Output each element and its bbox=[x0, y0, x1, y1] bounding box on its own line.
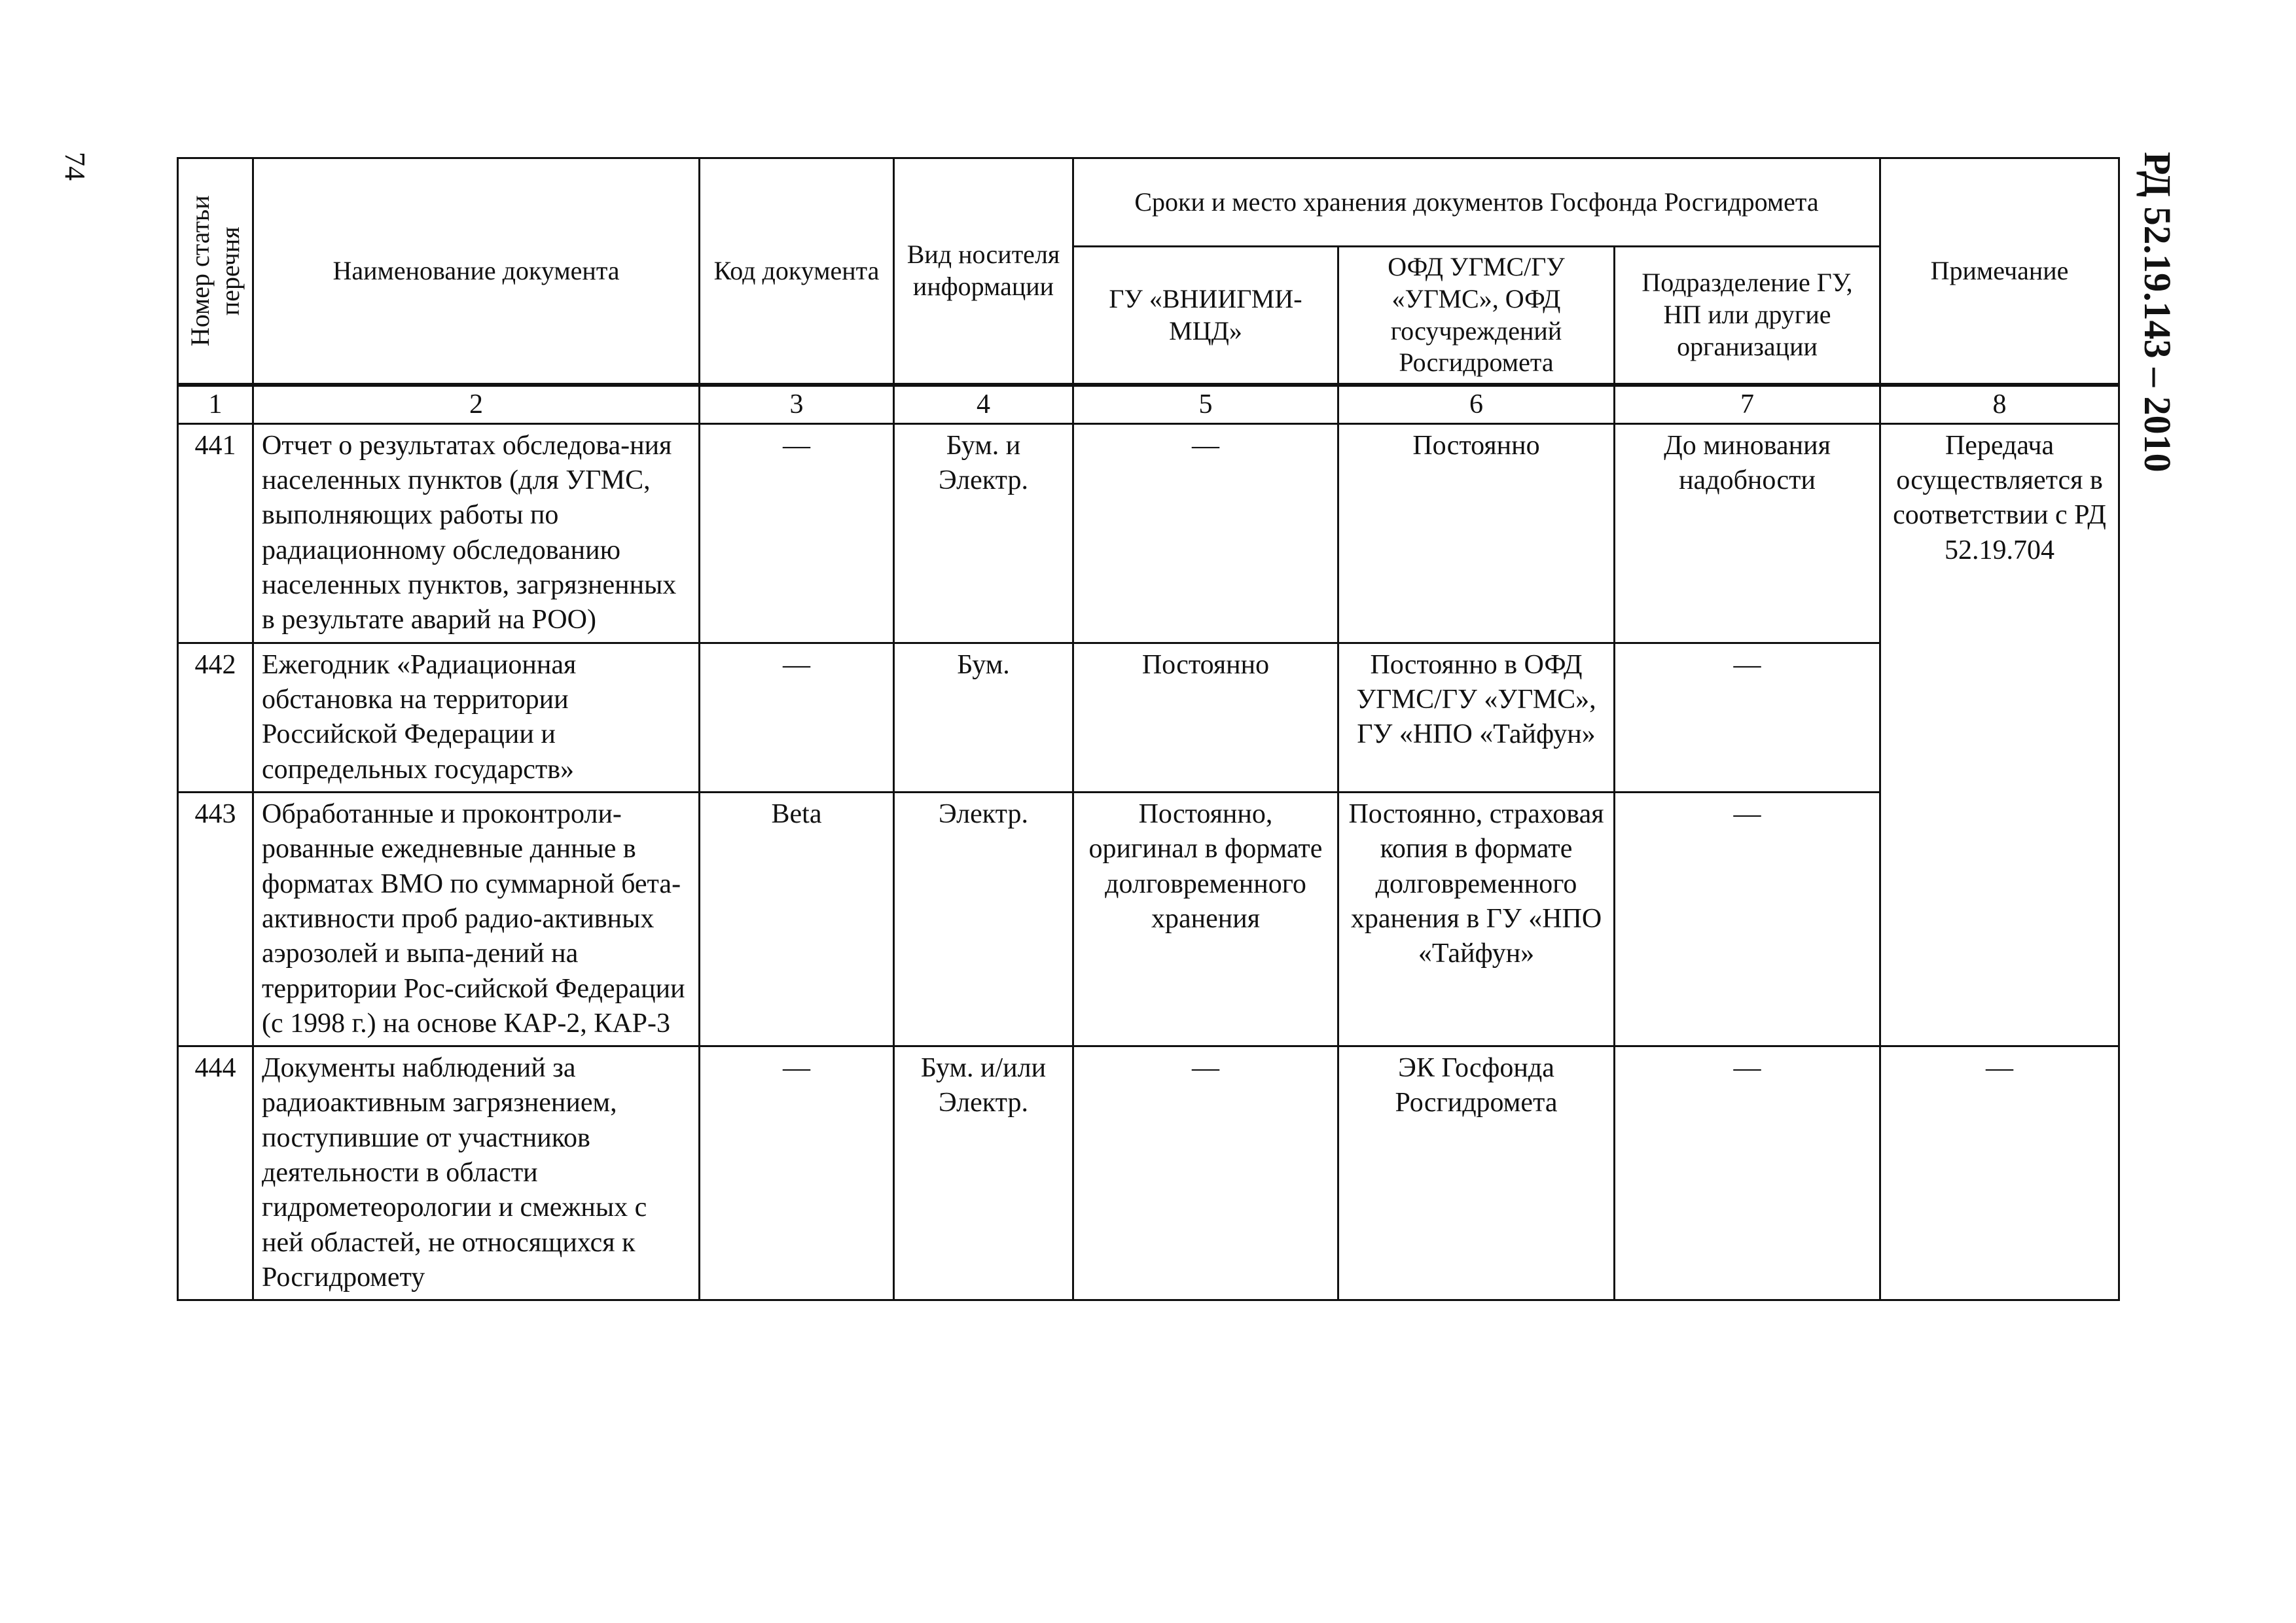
column-number: 3 bbox=[700, 385, 894, 423]
gu-storage: — bbox=[1073, 423, 1338, 643]
row-number: 443 bbox=[178, 792, 253, 1046]
document-code-cell: — bbox=[700, 423, 894, 643]
header-ofd: ОФД УГМС/ГУ «УГМС», ОФД госучреждений Росгидромета bbox=[1338, 247, 1615, 385]
ofd-storage: Постоянно в ОФД УГМС/ГУ «УГМС», ГУ «НПО «Тайфун» bbox=[1338, 643, 1615, 792]
table-row bbox=[178, 643, 2119, 792]
document-code-cell: — bbox=[700, 1046, 894, 1300]
subdivision-storage: — bbox=[1615, 792, 1880, 1046]
document-code: РД 52.19.143 – 2010 bbox=[2136, 152, 2179, 473]
table-row bbox=[178, 423, 2119, 643]
header-code: Код документа bbox=[700, 158, 894, 385]
media-type: Бум. и Электр. bbox=[894, 423, 1073, 643]
records-table bbox=[177, 157, 2120, 1301]
document-name: Обработанные и проконтроли-рованные ежедневные данные в форматах ВМО по суммарной бета-активности проб радио-активных аэрозолей и выпа-дений на территории Рос-сийской Федерации (с 1998 г.) на основе КАР-2, КАР-3 bbox=[253, 792, 700, 1046]
column-number: 4 bbox=[894, 385, 1073, 423]
column-number: 1 bbox=[178, 385, 253, 423]
table-row bbox=[178, 1046, 2119, 1300]
subdivision-storage: — bbox=[1615, 643, 1880, 792]
row-number: 444 bbox=[178, 1046, 253, 1300]
header-name: Наименование документа bbox=[253, 158, 700, 385]
ofd-storage: Постоянно bbox=[1338, 423, 1615, 643]
column-number: 5 bbox=[1073, 385, 1338, 423]
media-type: Бум. и/или Электр. bbox=[894, 1046, 1073, 1300]
document-code-cell: — bbox=[700, 643, 894, 792]
gu-storage: Постоянно bbox=[1073, 643, 1338, 792]
column-number: 8 bbox=[1880, 385, 2119, 423]
document-name: Ежегодник «Радиационная обстановка на территории Российской Федерации и сопредельных государств» bbox=[253, 643, 700, 792]
header-num: Номер статьи перечня bbox=[178, 158, 253, 385]
page-number: 74 bbox=[59, 152, 91, 181]
note: — bbox=[1880, 1046, 2119, 1300]
document-code-cell: Beta bbox=[700, 792, 894, 1046]
column-numbers-row bbox=[178, 385, 2119, 423]
ofd-storage: ЭК Госфонда Росгидромета bbox=[1338, 1046, 1615, 1300]
row-number: 442 bbox=[178, 643, 253, 792]
header-sub: Подразделение ГУ, НП или другие организации bbox=[1615, 247, 1880, 385]
note: Передача осуществляется в соответствии с РД 52.19.704 bbox=[1880, 423, 2119, 1046]
document-name: Документы наблюдений за радиоактивным загрязнением, поступившие от участников деятельности в области гидрометеорологии и смежных с ней областей, не относящихся к Росгидромету bbox=[253, 1046, 700, 1300]
header-media: Вид носителя информации bbox=[894, 158, 1073, 385]
header-gu: ГУ «ВНИИГМИ-МЦД» bbox=[1073, 247, 1338, 385]
column-number: 6 bbox=[1338, 385, 1615, 423]
row-number: 441 bbox=[178, 423, 253, 643]
document-name: Отчет о результатах обследова-ния населенных пунктов (для УГМС, выполняющих работы по радиационному обследованию населенных пунктов, загрязненных в результате аварий на РОО) bbox=[253, 423, 700, 643]
column-number: 7 bbox=[1615, 385, 1880, 423]
gu-storage: Постоянно, оригинал в формате долговременного хранения bbox=[1073, 792, 1338, 1046]
media-type: Электр. bbox=[894, 792, 1073, 1046]
gu-storage: — bbox=[1073, 1046, 1338, 1300]
subdivision-storage: До минования надобности bbox=[1615, 423, 1880, 643]
media-type: Бум. bbox=[894, 643, 1073, 792]
header-note: Примечание bbox=[1880, 158, 2119, 385]
column-number: 2 bbox=[253, 385, 700, 423]
table-row bbox=[178, 792, 2119, 1046]
ofd-storage: Постоянно, страховая копия в формате долговременного хранения в ГУ «НПО «Тайфун» bbox=[1338, 792, 1615, 1046]
header-row bbox=[178, 158, 2119, 247]
subdivision-storage: — bbox=[1615, 1046, 1880, 1300]
header-storage-group: Сроки и место хранения документов Госфонда Росгидромета bbox=[1073, 158, 1880, 247]
